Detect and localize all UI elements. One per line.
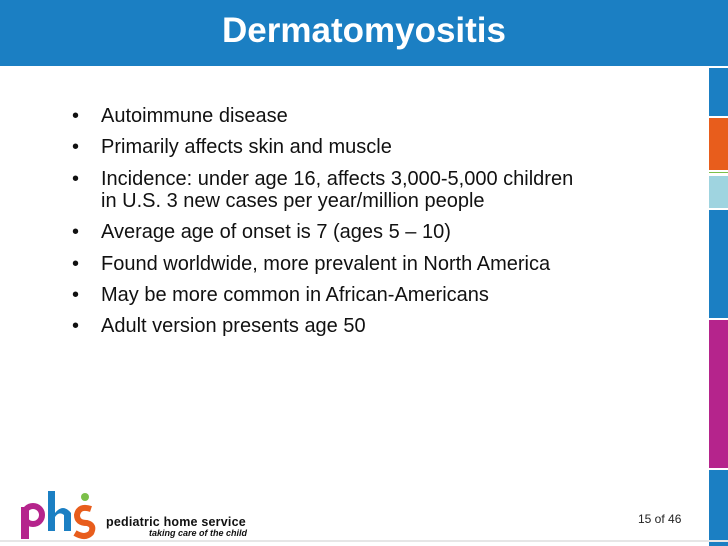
bullet-text: May be more common in African-Americans <box>101 283 489 306</box>
bullet-item <box>72 253 672 275</box>
bullet-item <box>72 221 672 243</box>
strip-segment-blue-2 <box>709 210 728 318</box>
slide-title: Dermatomyositis <box>222 11 506 50</box>
bullet-item <box>72 284 672 306</box>
logo-tagline: taking care of the child <box>149 528 248 538</box>
bullet-item <box>72 168 672 212</box>
bullet-text: Average age of onset is 7 (ages 5 – 10) <box>101 221 451 244</box>
logo-name: pediatric home service <box>106 515 246 529</box>
strip-segment-blue <box>709 68 728 116</box>
bullet-marker: • <box>72 283 80 306</box>
strip-segment-lightblue <box>709 176 728 208</box>
phs-logo-mark <box>19 485 101 541</box>
strip-segment-orange <box>709 118 728 170</box>
bullet-text-continued: in U.S. 3 new cases per year/million people <box>101 189 485 212</box>
phs-logo <box>19 485 279 541</box>
bullet-marker: • <box>72 252 80 275</box>
bullet-text: Found worldwide, more prevalent in North America <box>101 252 551 275</box>
bullet-marker: • <box>72 167 80 190</box>
bullet-text: Autoimmune disease <box>101 105 288 127</box>
bullet-marker: • <box>72 136 80 159</box>
bullet-item <box>72 105 672 127</box>
bullet-list <box>72 105 672 347</box>
bullet-marker: • <box>72 315 80 338</box>
bullet-text: Adult version presents age 50 <box>101 315 366 338</box>
title-bar <box>0 0 728 66</box>
bullet-text: Incidence: under age 16, affects 3,000-5,000 children <box>101 167 574 190</box>
bullet-marker: • <box>72 221 80 244</box>
bullet-item <box>72 315 672 337</box>
strip-segment-blue-3 <box>709 470 728 546</box>
bullet-text: Primarily affects skin and muscle <box>101 136 392 159</box>
strip-segment-green <box>709 172 728 173</box>
strip-segment-magenta <box>709 320 728 468</box>
bullet-item <box>72 136 672 158</box>
bullet-marker: • <box>72 105 80 127</box>
page-number: 15 of 46 <box>638 512 682 526</box>
